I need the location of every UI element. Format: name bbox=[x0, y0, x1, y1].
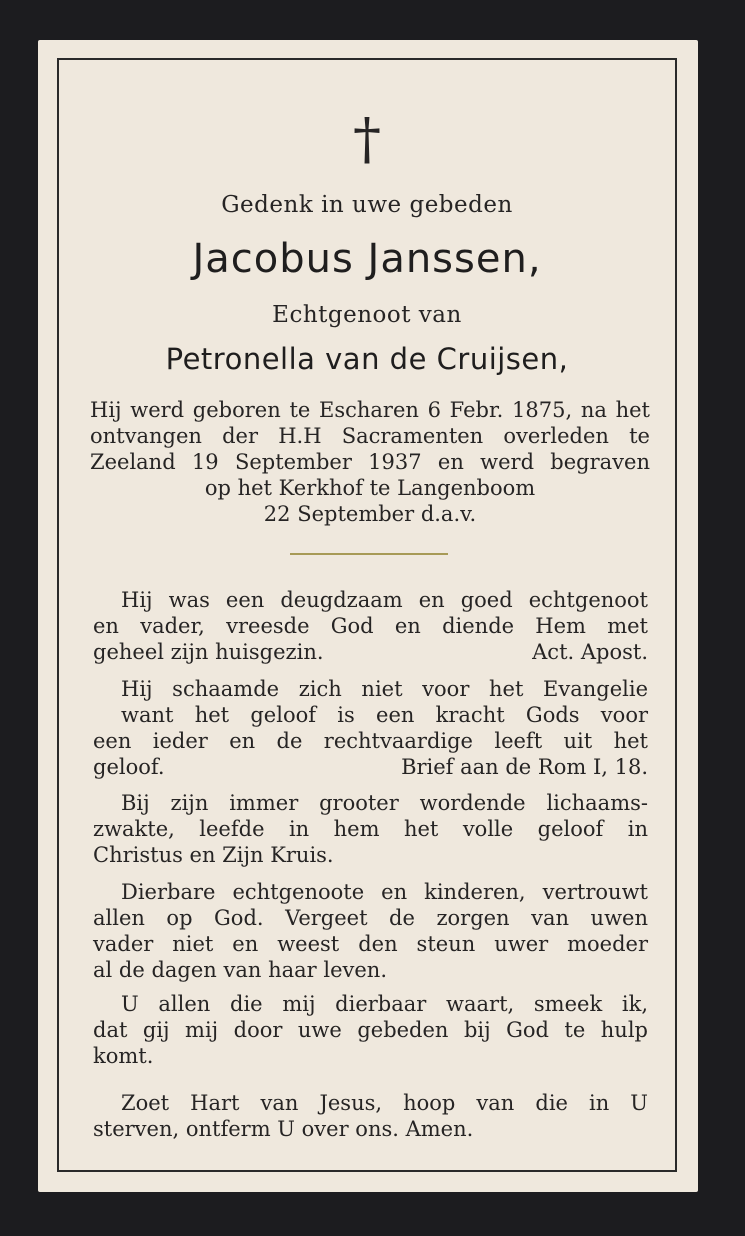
paragraph-1 bbox=[93, 587, 648, 665]
header-text: Gedenk in uwe gebeden bbox=[221, 192, 513, 218]
bio-line: ontvangen der H.H Sacramenten overleden te bbox=[90, 424, 650, 448]
text-line: dat gij mij door uwe gebeden bij God te hulp bbox=[93, 1018, 648, 1042]
scripture-reference: Act. Apost. bbox=[532, 640, 648, 664]
paragraph-2 bbox=[93, 676, 648, 780]
deceased-name: Jacobus Janssen, bbox=[192, 236, 542, 282]
text-line: Bij zijn immer grooter wordende lichaams- bbox=[121, 791, 648, 815]
text-fragment: geheel zijn huisgezin. bbox=[93, 640, 324, 664]
paragraph-6 bbox=[93, 1090, 648, 1142]
text-line: al de dagen van haar leven. bbox=[93, 958, 387, 982]
cross-icon: † bbox=[353, 107, 381, 172]
text-line: Christus en Zijn Kruis. bbox=[93, 843, 334, 867]
text-line: Hij was een deugdzaam en goed echtgenoot bbox=[121, 588, 648, 612]
text-line: een ieder en de rechtvaardige leeft uit het bbox=[93, 729, 648, 753]
bio-line: Zeeland 19 September 1937 en werd begraven bbox=[90, 450, 650, 474]
relation-text: Echtgenoot van bbox=[272, 302, 462, 328]
scripture-reference: Brief aan de Rom I, 18. bbox=[401, 755, 648, 779]
paragraph-5 bbox=[93, 991, 648, 1069]
text-line: en vader, vreesde God en diende Hem met bbox=[93, 614, 648, 638]
text-line: want het geloof is een kracht Gods voor bbox=[121, 703, 648, 727]
biography bbox=[90, 397, 650, 527]
text-line bbox=[93, 639, 648, 665]
bio-line: Hij werd geboren te Escharen 6 Febr. 1875, na het bbox=[90, 398, 650, 422]
bio-line: op het Kerkhof te Langenboom bbox=[204, 476, 536, 500]
text-line: komt. bbox=[93, 1044, 154, 1068]
text-line: sterven, ontferm U over ons. Amen. bbox=[93, 1117, 474, 1141]
text-line: U allen die mij dierbaar waart, smeek ik, bbox=[121, 992, 648, 1016]
text-fragment: geloof. bbox=[93, 755, 165, 779]
paragraph-4 bbox=[93, 879, 648, 983]
text-line bbox=[93, 754, 648, 780]
text-line: allen op God. Vergeet de zorgen van uwen bbox=[93, 906, 648, 930]
paragraph-3 bbox=[93, 790, 648, 868]
divider-line bbox=[290, 553, 448, 555]
text-line: zwakte, leefde in hem het volle geloof in bbox=[93, 817, 648, 841]
text-line: Dierbare echtgenoote en kinderen, vertrouwt bbox=[121, 880, 648, 904]
text-line: Zoet Hart van Jesus, hoop van die in U bbox=[121, 1091, 648, 1115]
bio-line: 22 September d.a.v. bbox=[263, 502, 477, 526]
spouse-name: Petronella van de Cruijsen, bbox=[165, 342, 569, 376]
text-line: Hij schaamde zich niet voor het Evangelie bbox=[121, 677, 648, 701]
text-line: vader niet en weest den steun uwer moeder bbox=[93, 932, 648, 956]
